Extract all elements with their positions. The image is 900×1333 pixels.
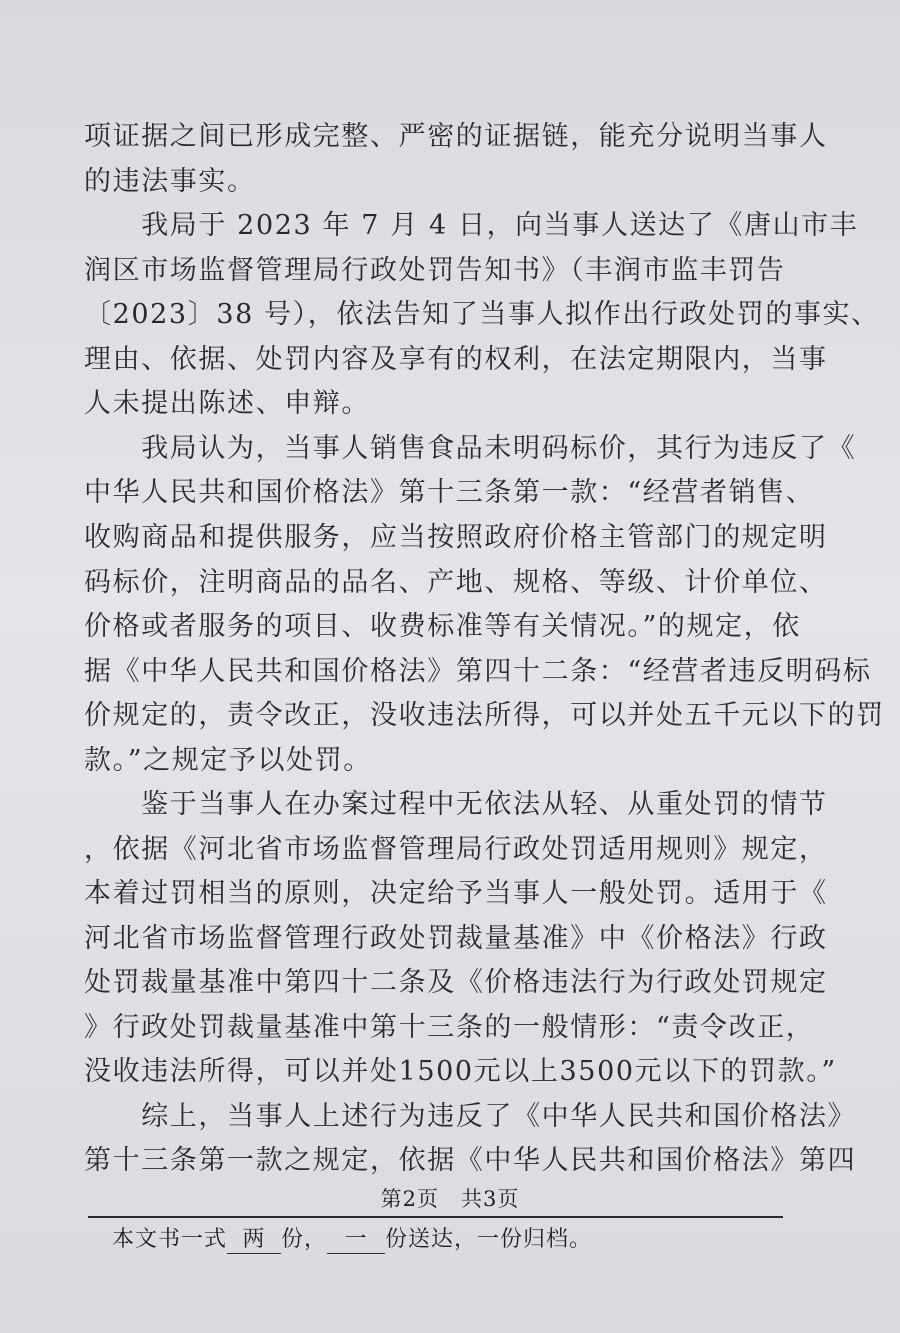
body-line: 价规定的，责令改正，没收违法所得，可以并处五千元以下的罚	[84, 700, 885, 731]
body-line: 河北省市场监督管理行政处罚裁量基准》中《价格法》行政	[84, 923, 828, 954]
body-line: 第十三条第一款之规定，依据《中华人民共和国价格法》第四	[84, 1145, 857, 1176]
body-line: 》行政处罚裁量基准中第十三条的一般情形：“责令改正，	[84, 1012, 815, 1043]
copies-suffix: 份送达，一份归档。	[385, 1227, 593, 1252]
body-line: 鉴于当事人在办案过程中无依法从轻、从重处罚的情节	[84, 789, 828, 820]
body-line: 理由、依据、处罚内容及享有的权利，在法定期限内，当事	[84, 344, 828, 375]
body-line: 没收违法所得，可以并处1500元以上3500元以下的罚款。”	[84, 1056, 837, 1087]
body-line: 收购商品和提供服务，应当按照政府价格主管部门的规定明	[84, 522, 828, 553]
body-line: 处罚裁量基准中第四十二条及《价格违法行为行政处罚规定	[84, 967, 828, 998]
body-line: 〔2023〕38 号），依法告知了当事人拟作出行政处罚的事实、	[84, 299, 880, 330]
body-line: 人未提出陈述、申辩。	[84, 388, 370, 419]
body-line: 项证据之间已形成完整、严密的证据链，能充分说明当事人	[84, 121, 828, 152]
body-line: 我局于 2023 年 7 月 4 日，向当事人送达了《唐山市丰	[84, 210, 859, 241]
copies-note	[112, 1222, 592, 1254]
body-line: 的违法事实。	[84, 166, 256, 197]
body-line: 我局认为，当事人销售食品未明码标价，其行为违反了《	[84, 433, 857, 464]
copies-mid: 份，	[281, 1227, 328, 1252]
body-line: 润区市场监督管理局行政处罚告知书》（丰润市监丰罚告	[84, 255, 786, 286]
copies-served-blank: 一	[327, 1222, 385, 1254]
body-line: 码标价，注明商品的品名、产地、规格、等级、计价单位、	[84, 567, 828, 598]
footer-divider	[88, 1216, 783, 1218]
copies-total-blank: 两	[227, 1222, 281, 1254]
copies-prefix: 本文书一式	[112, 1227, 228, 1252]
body-line: ，依据《河北省市场监督管理局行政处罚适用规则》规定，	[84, 834, 828, 865]
body-line: 款。”之规定予以处罚。	[84, 745, 372, 776]
body-line: 据《中华人民共和国价格法》第四十二条：“经营者违反明码标	[84, 656, 872, 687]
body-line: 本着过罚相当的原则，决定给予当事人一般处罚。适用于《	[84, 878, 828, 909]
page-number-label: 第2页 共3页	[380, 1187, 520, 1211]
body-line: 中华人民共和国价格法》第十三条第一款：“经营者销售、	[84, 477, 815, 508]
body-line: 价格或者服务的项目、收费标准等有关情况。”的规定，依	[84, 611, 801, 642]
body-line: 综上，当事人上述行为违反了《中华人民共和国价格法》	[84, 1101, 857, 1132]
